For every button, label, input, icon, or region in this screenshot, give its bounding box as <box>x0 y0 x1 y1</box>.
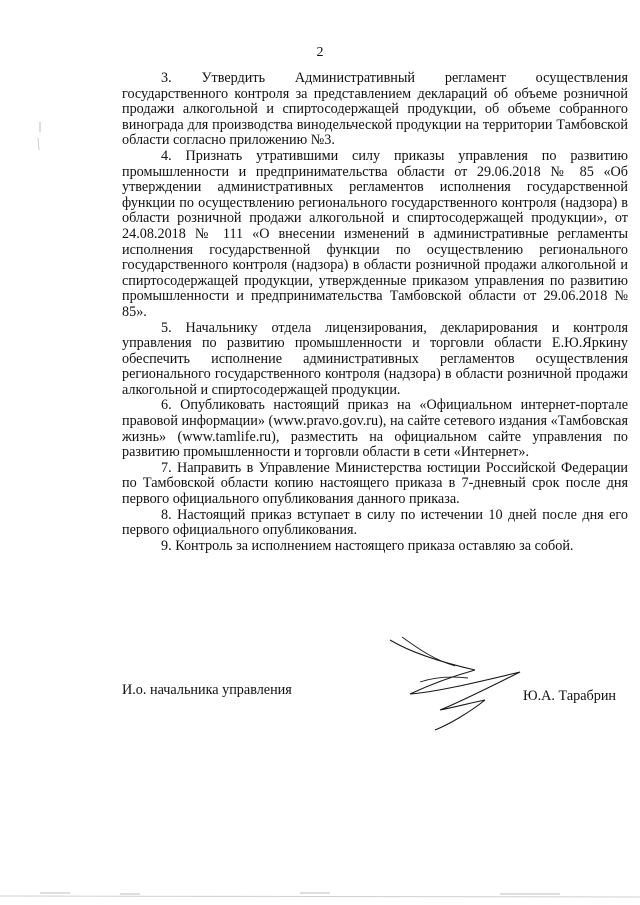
page-number: 2 <box>316 45 324 60</box>
signatory-name: Ю.А. Тарабрин <box>523 688 616 704</box>
scan-bottom-edge <box>0 890 640 902</box>
paragraph-item-5: 5. Начальнику отдела лицензирования, декларирования и контроля управления по развитию промышленности и торговли области Е.Ю.Яркину обеспечить исполнение административных регламентов осуществления регионального государственного контроля (надзора) в области розничной продажи алкогольной и спиртосодержащей продукции. <box>122 319 628 398</box>
signatory-title: И.о. начальника управления <box>122 682 292 698</box>
paragraph-item-6: 6. Опубликовать настоящий приказ на «Официальном интернет-портале правовой информации» (www.pravo.gov.ru), на сайте сетевого издания «Тамбовская жизнь» (www.tamlife.ru), разместить на официальном сайте управления по развитию промышленности и торговли области в сети «Интернет». <box>122 397 628 461</box>
paragraph-item-4: 4. Признать утратившими силу приказы управления по развитию промышленности и предпринимательства области от 29.06.2018 № 85 «Об утверждении административных регламентов исполнения государственной функции по осуществлению регионального государственного контроля (надзора) в области розничной продажи алкогольной и спиртосодержащей продукции», от 24.08.2018 № 111 «О внесении изменений в административные регламенты исполнения государственной функции по осуществлению регионального государственного контроля (надзора) в области розничной продажи алкогольной и спиртосодержащей продукции, утвержденные приказом управления по развитию промышленности и предпринимательства Тамбовской области от 29.06.2018 № 85». <box>122 147 628 320</box>
margin-scan-marks <box>30 120 50 160</box>
paragraph-item-8: 8. Настоящий приказ вступает в силу по истечении 10 дней после дня его первого официального опубликования. <box>122 506 628 539</box>
paragraph-item-9: 9. Контроль за исполнением настоящего приказа оставляю за собой. <box>161 537 574 554</box>
document-body <box>122 71 628 554</box>
paragraph-item-7: 7. Направить в Управление Министерства юстиции Российской Федерации по Тамбовской области копию настоящего приказа в 7-дневный срок после дня первого официального опубликования данного приказа. <box>122 459 628 508</box>
handwritten-signature <box>380 632 530 732</box>
paragraph-item-3: 3. Утвердить Административный регламент осуществления государственного контроля за представлением деклараций об объеме розничной продажи алкогольной и спиртосодержащей продукции, об объеме собранного винограда для производства винодельческой продукции на территории Тамбовской области согласно приложению №3. <box>122 70 628 149</box>
signature-block <box>122 675 628 785</box>
